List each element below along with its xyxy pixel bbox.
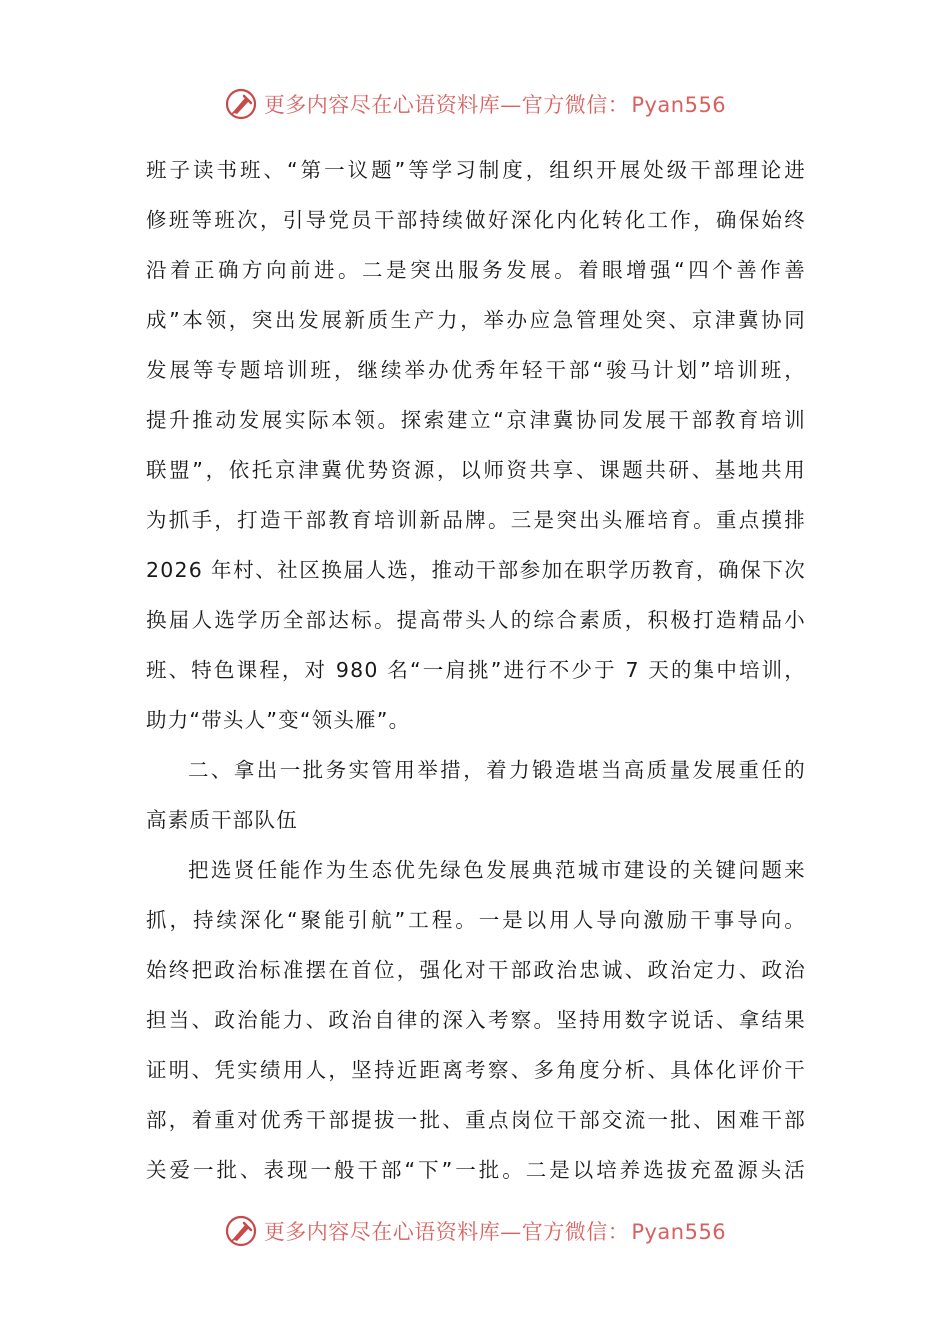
footer-banner-text — [264, 1216, 726, 1246]
text-line: 关爱一批、表现一般干部“下”一批。二是以培养选拔充盈源头活 — [146, 1158, 806, 1182]
text-line: 为抓手，打造干部教育培训新品牌。三是突出头雁培育。重点摸排 — [146, 508, 806, 532]
text-line: 担当、政治能力、政治自律的深入考察。坚持用数字说话、拿结果 — [146, 1008, 806, 1032]
footer-banner-label: 更多内容尽在心语资料库—官方微信： — [263, 1220, 630, 1244]
pen-nib-logo-icon — [224, 87, 258, 121]
document-body — [146, 145, 806, 1195]
header-banner-text — [264, 89, 726, 119]
text-line: 把选贤任能作为生态优先绿色发展典范城市建设的关键问题来 — [188, 858, 806, 882]
text-line: 联盟”，依托京津冀优势资源，以师资共享、课题共研、基地共用 — [146, 458, 806, 482]
text-line: 成”本领，突出发展新质生产力，举办应急管理处突、京津冀协同 — [146, 308, 806, 332]
text-line: 班子读书班、“第一议题”等学习制度，组织开展处级干部理论进 — [146, 158, 806, 182]
text-line: 始终把政治标准摆在首位，强化对干部政治忠诚、政治定力、政治 — [146, 958, 806, 982]
text-line: 2026 年村、社区换届人选，推动干部参加在职学历教育，确保下次 — [146, 558, 806, 582]
header-banner — [0, 84, 950, 124]
header-banner-wechat-id: Pyan556 — [631, 93, 727, 117]
text-line: 证明、凭实绩用人，坚持近距离考察、多角度分析、具体化评价干 — [146, 1058, 806, 1082]
text-line: 换届人选学历全部达标。提高带头人的综合素质，积极打造精品小 — [146, 608, 806, 632]
text-line: 发展等专题培训班，继续举办优秀年轻干部“骏马计划”培训班， — [146, 358, 806, 382]
text-line: 部，着重对优秀干部提拔一批、重点岗位干部交流一批、困难干部 — [146, 1108, 806, 1132]
header-banner-label: 更多内容尽在心语资料库—官方微信： — [263, 93, 630, 117]
text-line: 助力“带头人”变“领头雁”。 — [146, 708, 411, 732]
section-heading-line: 二、拿出一批务实管用举措，着力锻造堪当高质量发展重任的 — [188, 758, 806, 782]
pen-nib-logo-icon — [224, 1214, 258, 1248]
text-line: 班、特色课程，对 980 名“一肩挑”进行不少于 7 天的集中培训， — [146, 658, 806, 682]
footer-banner-wechat-id: Pyan556 — [631, 1220, 727, 1244]
text-line: 提升推动发展实际本领。探索建立“京津冀协同发展干部教育培训 — [146, 408, 806, 432]
text-line: 抓，持续深化“聚能引航”工程。一是以用人导向激励干事导向。 — [146, 908, 806, 932]
footer-banner — [0, 1211, 950, 1251]
text-line: 修班等班次，引导党员干部持续做好深化内化转化工作，确保始终 — [146, 208, 806, 232]
section-heading-line: 高素质干部队伍 — [146, 808, 298, 832]
text-line: 沿着正确方向前进。二是突出服务发展。着眼增强“四个善作善 — [146, 258, 806, 282]
